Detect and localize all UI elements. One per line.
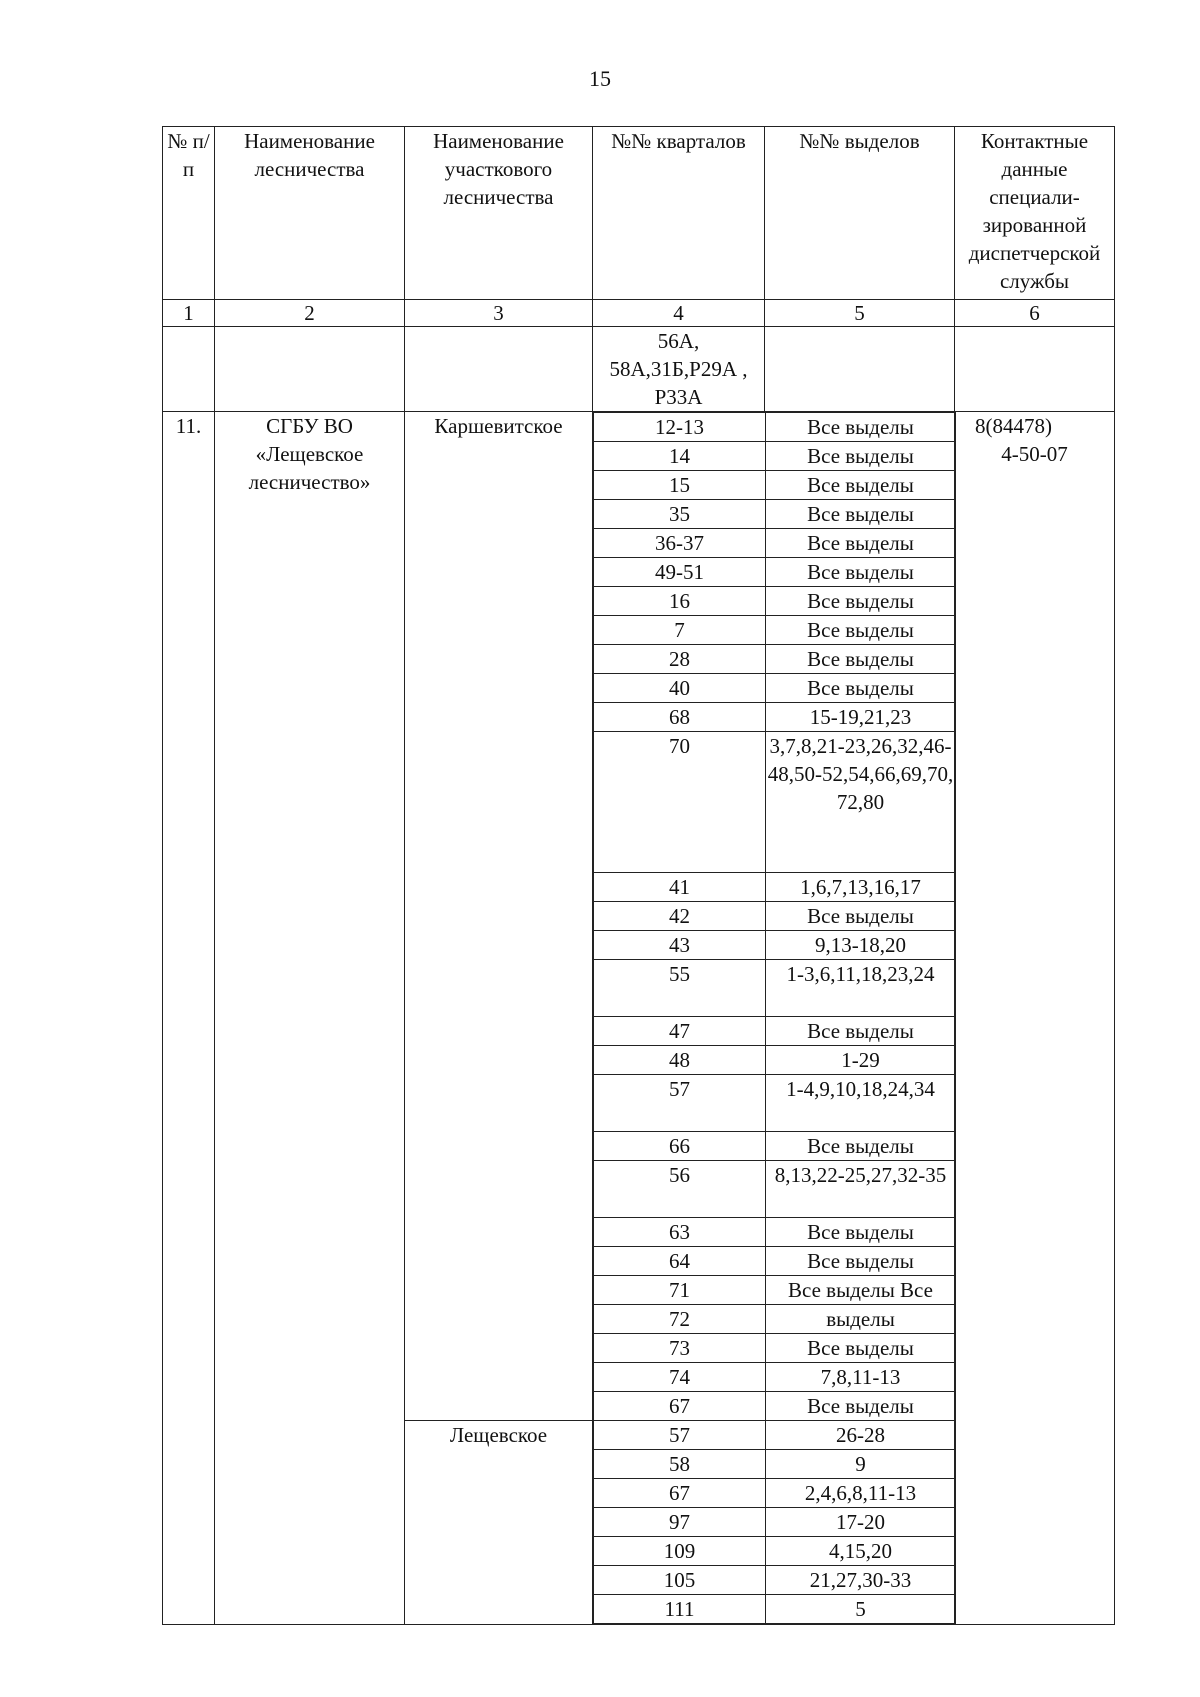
plot-numbers: Все выделы (766, 529, 956, 558)
plot-numbers: 21,27,30-33 (766, 1566, 956, 1595)
quarter-row (594, 587, 956, 616)
plot-numbers: Все выделы (766, 442, 956, 471)
column-number: 6 (955, 300, 1115, 327)
quarter-row (594, 1075, 956, 1132)
quarter-row (594, 471, 956, 500)
plot-numbers: 26-28 (766, 1421, 956, 1450)
header-num: № п/п (163, 127, 215, 300)
quarter-number: 55 (594, 960, 766, 1017)
quarter-row (594, 1479, 956, 1508)
header-plots: №№ выделов (765, 127, 955, 300)
continuation-quarters: 56А, 58А,31Б,Р29А , Р33А (593, 327, 765, 412)
plot-numbers: 1-3,6,11,18,23,24 (766, 960, 956, 1017)
quarter-number: 57 (594, 1075, 766, 1132)
quarter-row (594, 902, 956, 931)
plot-numbers: 8,13,22-25,27,32-35 (766, 1161, 956, 1218)
quarter-number: 70 (594, 732, 766, 873)
quarter-number: 14 (594, 442, 766, 471)
quarter-row (594, 500, 956, 529)
quarter-number: 42 (594, 902, 766, 931)
header-row (163, 127, 1115, 300)
quarter-row (594, 1132, 956, 1161)
quarter-number: 68 (594, 703, 766, 732)
plot-numbers: Все выделы (766, 500, 956, 529)
plot-numbers: 1-4,9,10,18,24,34 (766, 1075, 956, 1132)
page-number: 15 (589, 66, 611, 91)
plot-numbers: 2,4,6,8,11-13 (766, 1479, 956, 1508)
entry-row (163, 412, 1115, 1625)
header-forestry: Наименование лесничества (215, 127, 405, 300)
entry-number: 11. (163, 412, 215, 1625)
quarter-number: 47 (594, 1017, 766, 1046)
quarter-number: 67 (594, 1392, 766, 1421)
quarter-number: 41 (594, 873, 766, 902)
plot-numbers: Все выделы (766, 587, 956, 616)
plot-numbers: 7,8,11-13 (766, 1363, 956, 1392)
column-number: 1 (163, 300, 215, 327)
plot-numbers: Все выделы (766, 1017, 956, 1046)
column-number-row (163, 300, 1115, 327)
quarter-row (594, 529, 956, 558)
plot-numbers: Все выделы (766, 1132, 956, 1161)
plot-numbers: 17-20 (766, 1508, 956, 1537)
plot-numbers: Все выделы (766, 645, 956, 674)
quarter-number: 40 (594, 674, 766, 703)
quarter-number: 66 (594, 1132, 766, 1161)
plot-numbers: Все выделы (766, 413, 956, 442)
quarter-number: 74 (594, 1363, 766, 1392)
header-contacts: Контактные данные специали-зированной диспетчерской службы (955, 127, 1115, 300)
quarter-number: 63 (594, 1218, 766, 1247)
quarters-plots (593, 412, 955, 1625)
quarter-row (594, 1276, 956, 1305)
quarter-row (594, 442, 956, 471)
quarter-row (594, 1305, 956, 1334)
quarter-row (594, 413, 956, 442)
plot-numbers: 15-19,21,23 (766, 703, 956, 732)
quarter-number: 97 (594, 1508, 766, 1537)
quarter-row (594, 1017, 956, 1046)
entry-forestry: СГБУ ВО «Лещевское лесничество» (215, 412, 405, 1625)
quarter-number: 71 (594, 1276, 766, 1305)
quarter-number: 73 (594, 1334, 766, 1363)
continuation-row (163, 327, 1115, 412)
plot-numbers: выделы (766, 1305, 956, 1334)
contact-phone: 4-50-07 (1001, 442, 1068, 466)
quarter-number: 64 (594, 1247, 766, 1276)
quarter-row (594, 558, 956, 587)
quarter-row (594, 703, 956, 732)
forestry-table (162, 126, 1115, 1625)
quarter-number: 49-51 (594, 558, 766, 587)
quarter-number: 57 (594, 1421, 766, 1450)
quarter-row (594, 1508, 956, 1537)
plot-numbers: Все выделы Все (766, 1276, 956, 1305)
quarter-number: 35 (594, 500, 766, 529)
plot-numbers: Все выделы (766, 902, 956, 931)
plot-numbers: 5 (766, 1595, 956, 1624)
header-district: Наименование участкового лесничества (405, 127, 593, 300)
quarter-row (594, 732, 956, 873)
quarter-row (594, 873, 956, 902)
quarter-row (594, 1247, 956, 1276)
quarter-number: 72 (594, 1305, 766, 1334)
quarter-row (594, 1218, 956, 1247)
quarter-number: 43 (594, 931, 766, 960)
plot-numbers: 9 (766, 1450, 956, 1479)
header-quarters: №№ кварталов (593, 127, 765, 300)
quarter-row (594, 1566, 956, 1595)
entry-district (405, 412, 593, 1625)
plot-numbers: 4,15,20 (766, 1537, 956, 1566)
quarter-number: 15 (594, 471, 766, 500)
plot-numbers: 1-29 (766, 1046, 956, 1075)
quarters-plots-list (593, 412, 956, 1624)
district-leshchevskoe: Лещевское (405, 1420, 592, 1449)
contact-phone-code: 8(84478) (975, 414, 1052, 438)
plot-numbers: Все выделы (766, 1247, 956, 1276)
quarter-row (594, 960, 956, 1017)
quarter-row (594, 1537, 956, 1566)
plot-numbers: Все выделы (766, 1334, 956, 1363)
quarter-number: 16 (594, 587, 766, 616)
plot-numbers: 9,13-18,20 (766, 931, 956, 960)
quarter-number: 67 (594, 1479, 766, 1508)
quarter-row (594, 1363, 956, 1392)
quarter-number: 105 (594, 1566, 766, 1595)
entry-contacts (955, 412, 1115, 1625)
quarter-number: 28 (594, 645, 766, 674)
plot-numbers: Все выделы (766, 616, 956, 645)
quarter-number: 58 (594, 1450, 766, 1479)
plot-numbers: Все выделы (766, 558, 956, 587)
plot-numbers: Все выделы (766, 1218, 956, 1247)
plot-numbers: Все выделы (766, 1392, 956, 1421)
quarter-row (594, 616, 956, 645)
quarter-number: 111 (594, 1595, 766, 1624)
quarter-row (594, 1161, 956, 1218)
plot-numbers: Все выделы (766, 471, 956, 500)
quarter-number: 56 (594, 1161, 766, 1218)
quarter-number: 12-13 (594, 413, 766, 442)
quarter-row (594, 1450, 956, 1479)
quarter-number: 36-37 (594, 529, 766, 558)
quarter-row (594, 1046, 956, 1075)
plot-numbers: 1,6,7,13,16,17 (766, 873, 956, 902)
column-number: 5 (765, 300, 955, 327)
quarter-row (594, 1334, 956, 1363)
column-number: 2 (215, 300, 405, 327)
plot-numbers: 3,7,8,21-23,26,32,46-48,50-52,54,66,69,70,72,80 (766, 732, 956, 873)
plot-numbers: Все выделы (766, 674, 956, 703)
district-karshevitskoe: Каршевитское (434, 414, 563, 438)
quarter-row (594, 674, 956, 703)
column-number: 3 (405, 300, 593, 327)
quarter-row (594, 1392, 956, 1421)
quarter-row (594, 645, 956, 674)
column-number: 4 (593, 300, 765, 327)
quarter-row (594, 1421, 956, 1450)
quarter-number: 109 (594, 1537, 766, 1566)
quarter-row (594, 931, 956, 960)
quarter-number: 48 (594, 1046, 766, 1075)
quarter-number: 7 (594, 616, 766, 645)
quarter-row (594, 1595, 956, 1624)
